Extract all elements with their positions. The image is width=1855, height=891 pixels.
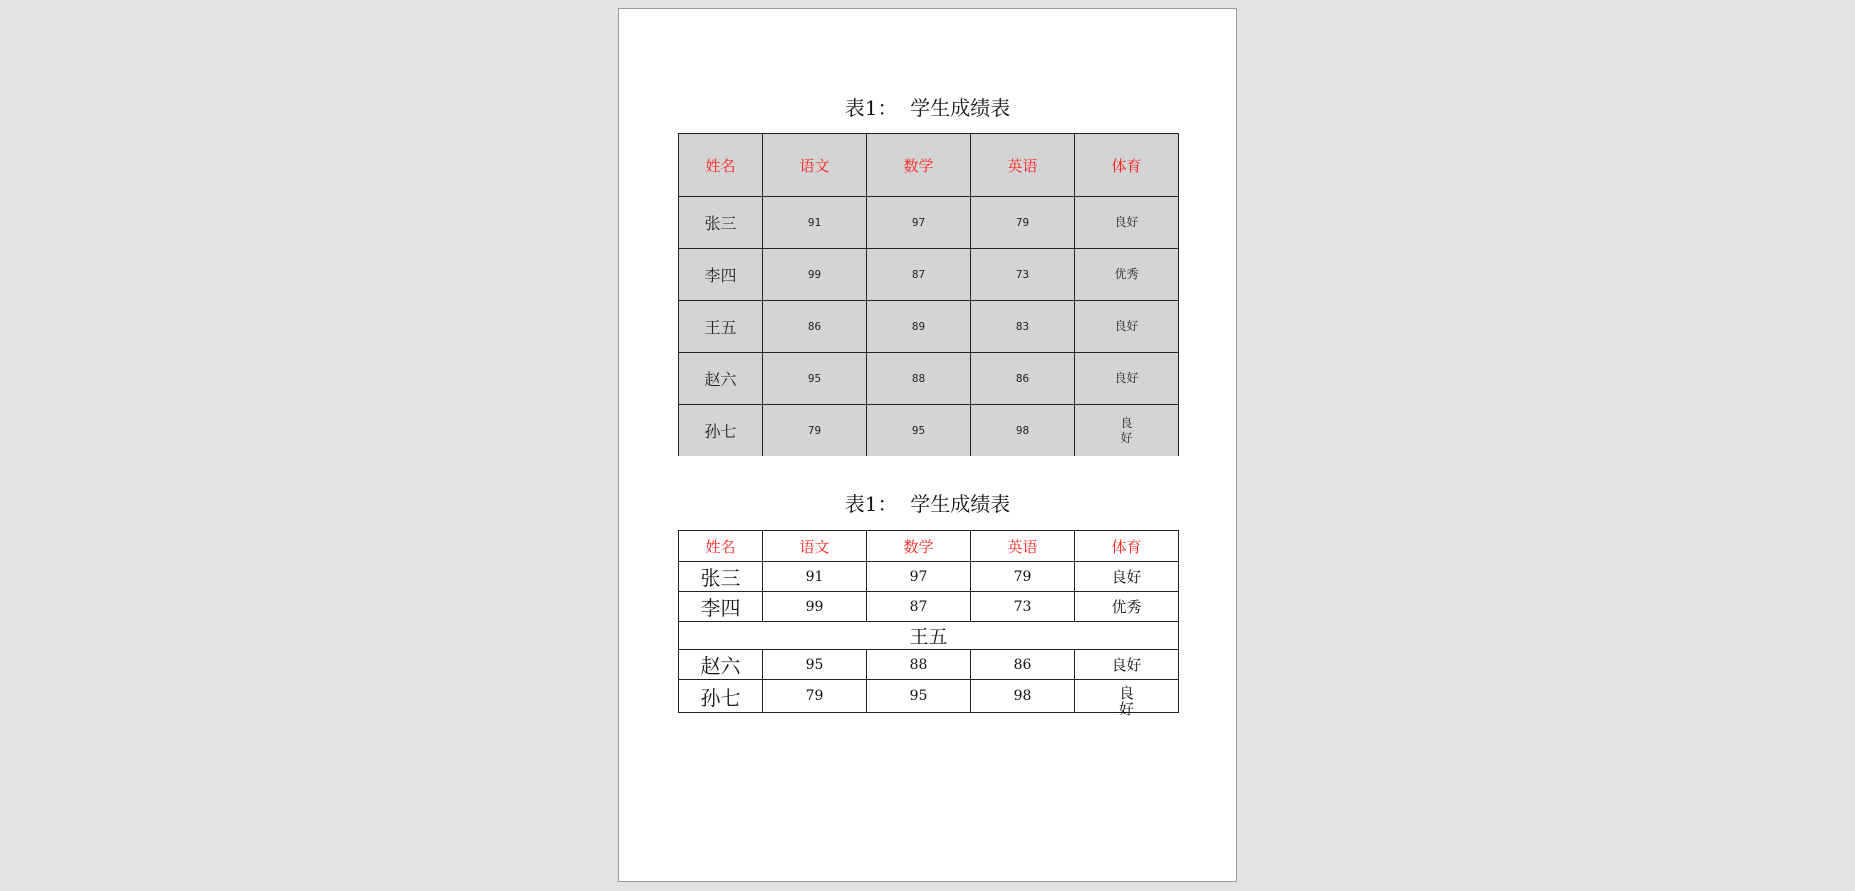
header-math[interactable]: 数学 xyxy=(867,134,971,197)
cell-chinese[interactable]: 86 xyxy=(763,301,867,353)
cell-pe-text: 良好 xyxy=(1120,415,1133,445)
cell-name[interactable]: 孙七 xyxy=(679,405,763,457)
header-chinese[interactable]: 语文 xyxy=(763,531,867,562)
cell-name[interactable]: 张三 xyxy=(679,197,763,249)
cell-pe[interactable]: 优秀 xyxy=(1075,592,1179,622)
cell-english[interactable]: 86 xyxy=(971,650,1075,680)
cell-pe[interactable]: 优秀 xyxy=(1075,249,1179,301)
cell-pe-text: 良好 xyxy=(1118,684,1134,718)
cell-name[interactable]: 张三 xyxy=(679,562,763,592)
table-row xyxy=(679,562,1179,592)
cell-english[interactable]: 73 xyxy=(971,592,1075,622)
cell-math[interactable]: 87 xyxy=(867,592,971,622)
cell-name[interactable]: 王五 xyxy=(679,301,763,353)
table-row xyxy=(679,249,1179,301)
cell-chinese[interactable]: 95 xyxy=(763,353,867,405)
cell-name[interactable]: 赵六 xyxy=(679,353,763,405)
table-row xyxy=(679,680,1179,713)
cell-math[interactable]: 88 xyxy=(867,353,971,405)
header-name[interactable]: 姓名 xyxy=(679,134,763,197)
table-row xyxy=(679,405,1179,457)
cell-english[interactable]: 86 xyxy=(971,353,1075,405)
header-math[interactable]: 数学 xyxy=(867,531,971,562)
header-english[interactable]: 英语 xyxy=(971,531,1075,562)
table-2-caption: 表1： 学生成绩表 xyxy=(844,492,1011,516)
cell-english[interactable]: 73 xyxy=(971,249,1075,301)
cell-pe[interactable]: 良好 xyxy=(1075,197,1179,249)
cell-name[interactable]: 孙七 xyxy=(679,680,763,713)
header-chinese[interactable]: 语文 xyxy=(763,134,867,197)
cell-chinese[interactable]: 79 xyxy=(763,405,867,457)
header-english[interactable]: 英语 xyxy=(971,134,1075,197)
cell-english[interactable]: 98 xyxy=(971,680,1075,713)
document-page xyxy=(618,8,1237,882)
table-header-row xyxy=(679,134,1179,197)
cell-pe[interactable]: 良好 xyxy=(1075,301,1179,353)
cell-math[interactable]: 95 xyxy=(867,405,971,457)
table-row xyxy=(679,353,1179,405)
cell-chinese[interactable]: 99 xyxy=(763,592,867,622)
cell-name[interactable]: 赵六 xyxy=(679,650,763,680)
cell-english[interactable]: 98 xyxy=(971,405,1075,457)
cell-math[interactable]: 87 xyxy=(867,249,971,301)
table-row xyxy=(679,592,1179,622)
cell-pe[interactable] xyxy=(1075,405,1179,457)
table-1-caption: 表1： 学生成绩表 xyxy=(844,96,1011,120)
table-row xyxy=(679,301,1179,353)
table-row-merged xyxy=(679,622,1179,650)
table-header-row xyxy=(679,531,1179,562)
cell-english[interactable]: 83 xyxy=(971,301,1075,353)
cell-english[interactable]: 79 xyxy=(971,197,1075,249)
header-name[interactable]: 姓名 xyxy=(679,531,763,562)
cell-math[interactable]: 89 xyxy=(867,301,971,353)
table-row xyxy=(679,197,1179,249)
cell-english[interactable]: 79 xyxy=(971,562,1075,592)
cell-math[interactable]: 97 xyxy=(867,562,971,592)
cell-chinese[interactable]: 91 xyxy=(763,197,867,249)
header-pe[interactable]: 体育 xyxy=(1075,531,1179,562)
cell-merged[interactable]: 王五 xyxy=(679,622,1179,650)
cell-math[interactable]: 88 xyxy=(867,650,971,680)
cell-name[interactable]: 李四 xyxy=(679,592,763,622)
cell-math[interactable]: 97 xyxy=(867,197,971,249)
cell-pe[interactable]: 良好 xyxy=(1075,353,1179,405)
cell-chinese[interactable]: 79 xyxy=(763,680,867,713)
cell-chinese[interactable]: 99 xyxy=(763,249,867,301)
cell-chinese[interactable]: 91 xyxy=(763,562,867,592)
score-table-2 xyxy=(678,530,1179,718)
cell-pe[interactable]: 良好 xyxy=(1075,650,1179,680)
cell-name[interactable]: 李四 xyxy=(679,249,763,301)
table-row xyxy=(679,650,1179,680)
cell-pe[interactable]: 良好 xyxy=(1075,562,1179,592)
cell-math[interactable]: 95 xyxy=(867,680,971,713)
score-table-1 xyxy=(678,133,1179,456)
cell-chinese[interactable]: 95 xyxy=(763,650,867,680)
header-pe[interactable]: 体育 xyxy=(1075,134,1179,197)
cell-pe[interactable] xyxy=(1075,680,1179,718)
